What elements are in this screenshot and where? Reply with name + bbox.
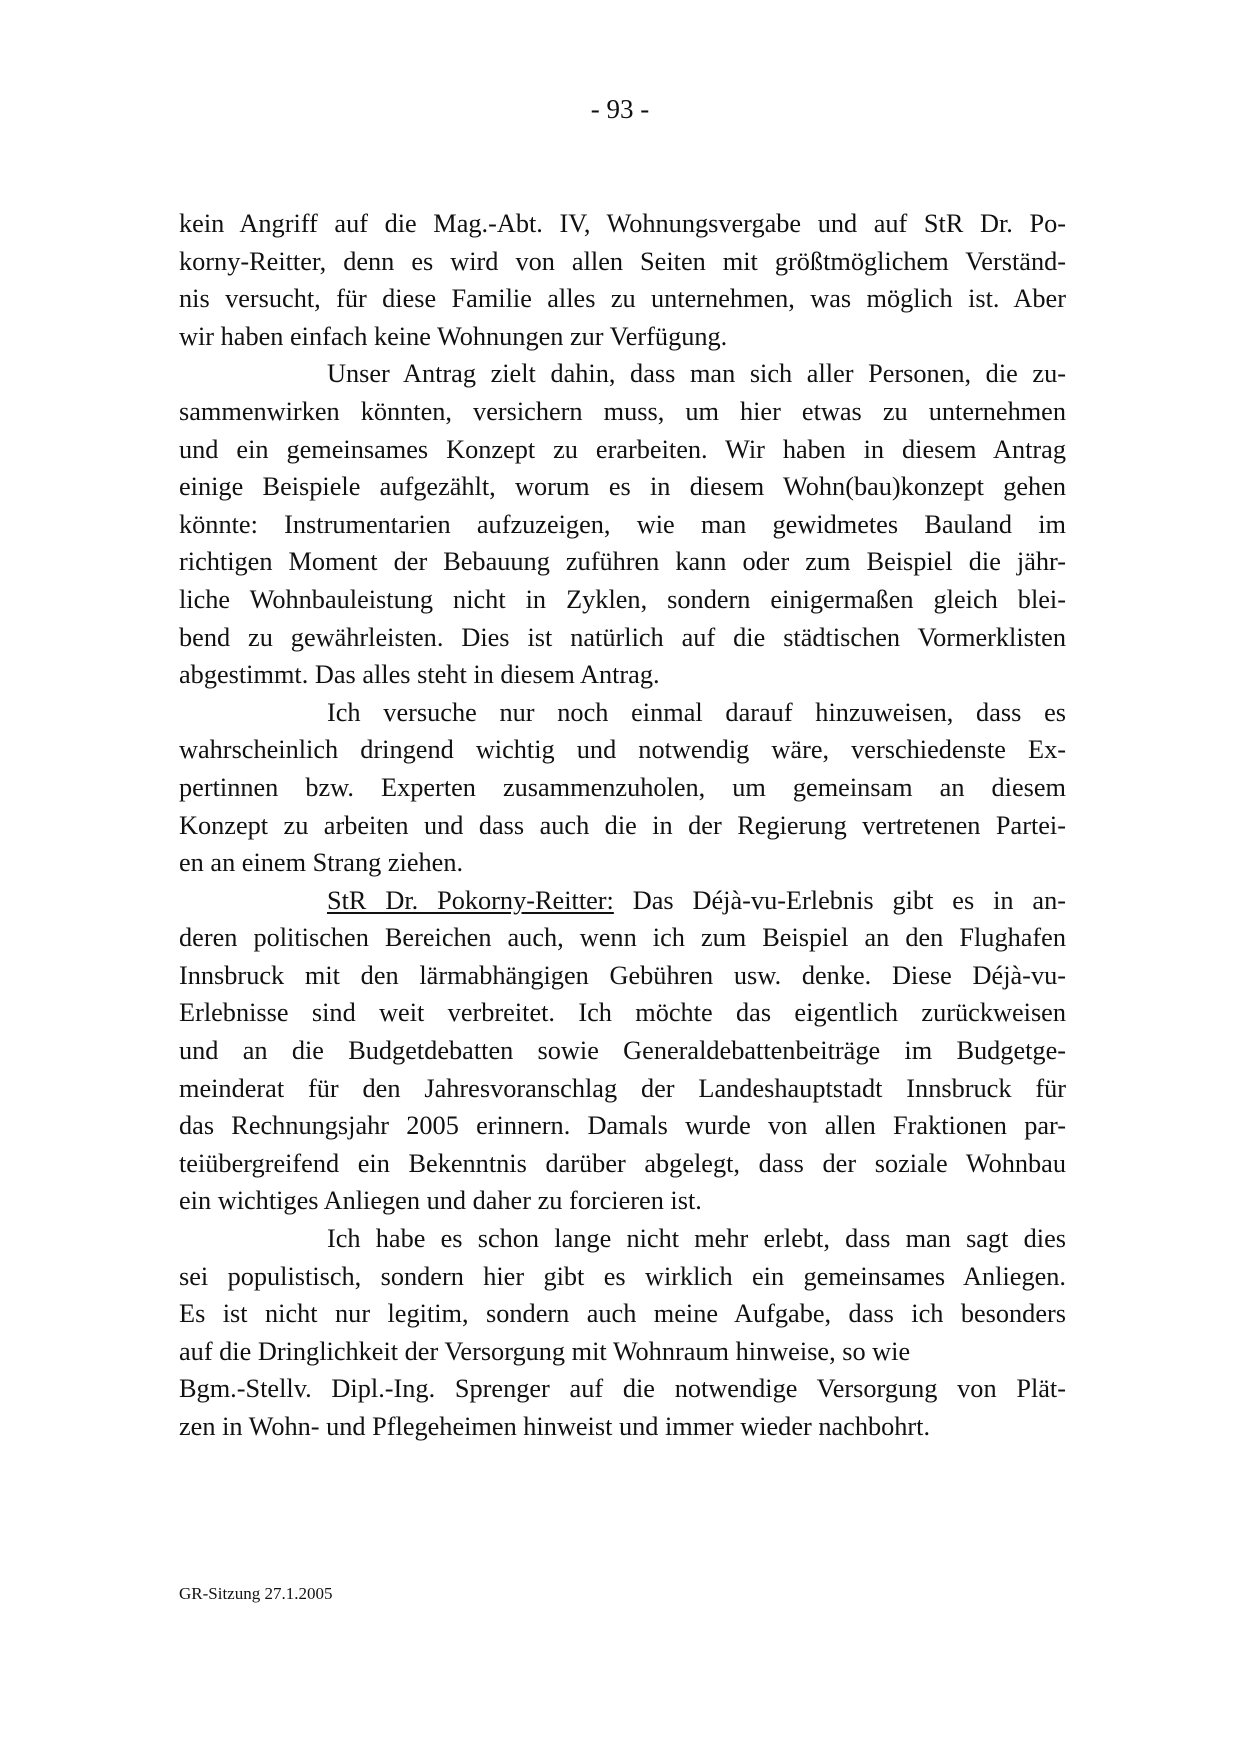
text-line: einige Beispiele aufgezählt, worum es in diesem Wohn(bau)konzept gehen [179, 472, 1066, 502]
text-line: und an die Budgetdebatten sowie Generaldebattenbeiträge im Budgetge- [179, 1036, 1066, 1066]
text-line: en an einem Strang ziehen. [179, 848, 464, 878]
text-line: ein wichtiges Anliegen und daher zu forcieren ist. [179, 1186, 702, 1216]
text-line: Bgm.-Stellv. Dipl.-Ing. Sprenger auf die notwendige Versorgung von Plät- [179, 1374, 1066, 1404]
text-line: zen in Wohn- und Pflegeheimen hinweist und immer wieder nachbohrt. [179, 1412, 931, 1441]
speaker-name: StR Dr. Pokorny-Reitter: [327, 885, 614, 915]
text-line: bend zu gewährleisten. Dies ist natürlich auf die städtischen Vormerklisten [179, 622, 1066, 652]
text-line: auf die Dringlichkeit der Versorgung mit Wohnraum hinweise, so wie [179, 1336, 911, 1366]
text-line: Innsbruck mit den lärmabhängigen Gebühren usw. denke. Diese Déjà-vu- [179, 960, 1066, 990]
text-line: meinderat für den Jahresvoranschlag der Landeshauptstadt Innsbruck für [179, 1073, 1066, 1103]
text-line: Konzept zu arbeiten und dass auch die in der Regierung vertretenen Partei- [179, 810, 1066, 840]
text-line: pertinnen bzw. Experten zusammenzuholen, um gemeinsam an diesem [179, 772, 1066, 802]
text-line: nis versucht, für diese Familie alles zu unternehmen, was möglich ist. Aber [179, 284, 1066, 314]
text-line: liche Wohnbauleistung nicht in Zyklen, sondern einigermaßen gleich blei- [179, 584, 1066, 614]
text-line: Es ist nicht nur legitim, sondern auch meine Aufgabe, dass ich besonders [179, 1299, 1066, 1329]
text-line: korny-Reitter, denn es wird von allen Seiten mit größtmöglichem Verständ- [179, 246, 1066, 276]
text-line: das Rechnungsjahr 2005 erinnern. Damals wurde von allen Fraktionen par- [179, 1111, 1066, 1141]
text-line: sammenwirken könnten, versichern muss, um hier etwas zu unternehmen [179, 396, 1066, 426]
footer-session-date: GR-Sitzung 27.1.2005 [179, 1584, 333, 1603]
text-line: Ich habe es schon lange nicht mehr erlebt, dass man sagt dies [327, 1224, 1066, 1254]
text-line: richtigen Moment der Bebauung zuführen kann oder zum Beispiel die jähr- [179, 547, 1066, 577]
text-line: teiübergreifend ein Bekenntnis darüber abgelegt, dass der soziale Wohnbau [179, 1148, 1066, 1178]
speaker-text: Das Déjà-vu-Erlebnis gibt es in an- [613, 885, 1066, 915]
text-line: Erlebnisse sind weit verbreitet. Ich möchte das eigentlich zurückweisen [179, 998, 1066, 1028]
text-line: Unser Antrag zielt dahin, dass man sich aller Personen, die zu- [327, 359, 1066, 389]
text-line: könnte: Instrumentarien aufzuzeigen, wie man gewidmetes Bauland im [179, 509, 1066, 539]
text-line: und ein gemeinsames Konzept zu erarbeiten. Wir haben in diesem Antrag [179, 434, 1066, 464]
text-line: sei populistisch, sondern hier gibt es wirklich ein gemeinsames Anliegen. [179, 1261, 1066, 1291]
speaker-line [179, 882, 1066, 920]
document-body [179, 205, 1066, 1446]
text-line: deren politischen Bereichen auch, wenn ich zum Beispiel an den Flughafen [179, 923, 1066, 953]
text-line: kein Angriff auf die Mag.-Abt. IV, Wohnungsvergabe und auf StR Dr. Po- [179, 209, 1066, 238]
page-number: - 93 - [590, 94, 650, 124]
text-line: wir haben einfach keine Wohnungen zur Verfügung. [179, 321, 728, 351]
text-line: wahrscheinlich dringend wichtig und notwendig wäre, verschiedenste Ex- [179, 735, 1066, 765]
text-line: abgestimmt. Das alles steht in diesem Antrag. [179, 660, 660, 690]
text-line: Ich versuche nur noch einmal darauf hinzuweisen, dass es [327, 697, 1066, 727]
